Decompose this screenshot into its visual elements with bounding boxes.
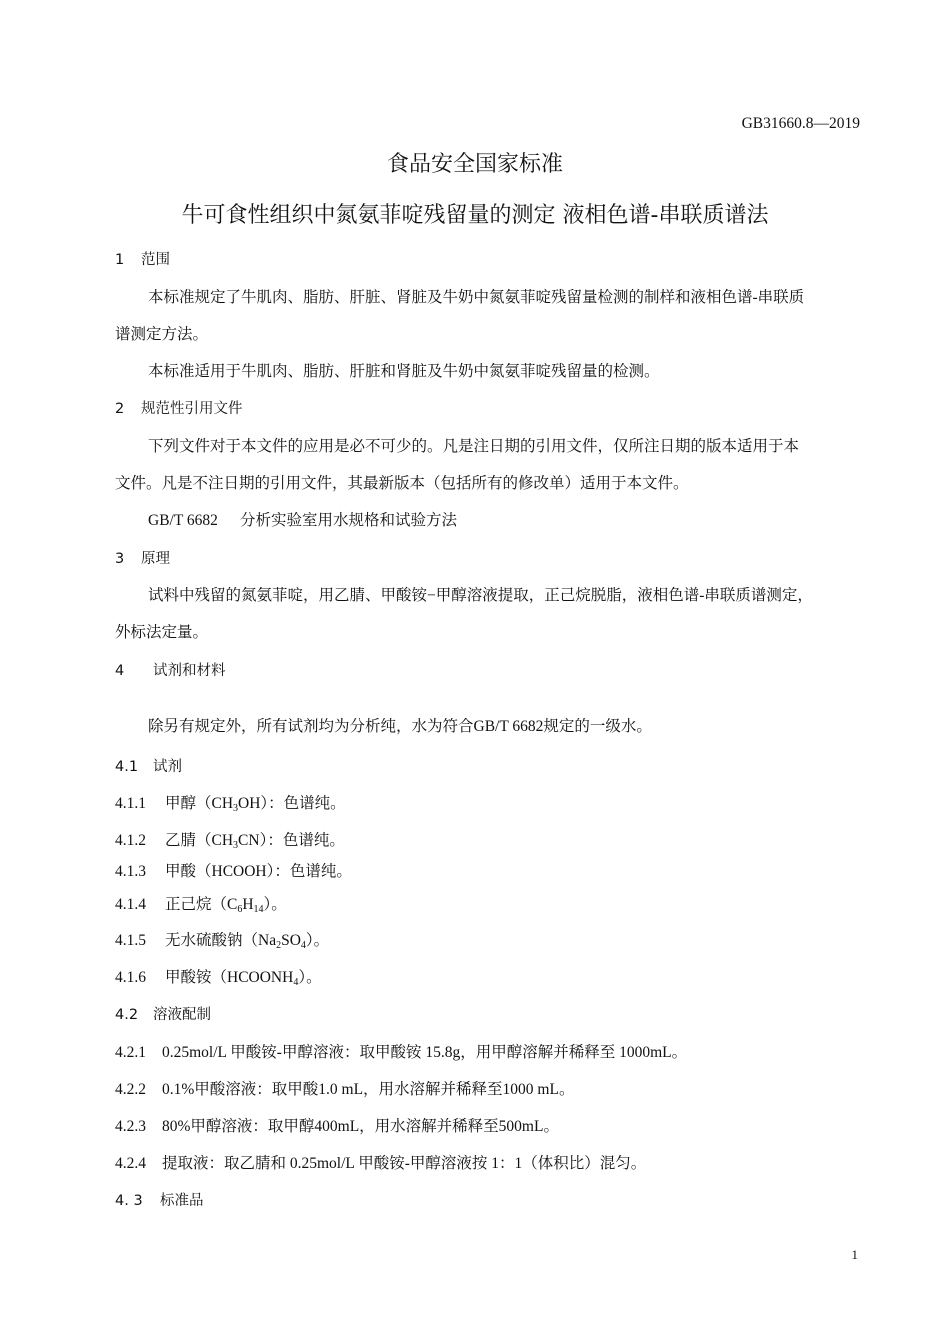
subscript: 2 — [276, 940, 282, 951]
section-number: 4 — [115, 663, 125, 679]
reference-title: 分析实验室用水规格和试验方法 — [240, 512, 458, 529]
section-number: 4.2 — [115, 1007, 139, 1023]
solution-item — [115, 1080, 574, 1100]
section-4-3-heading — [115, 1191, 204, 1211]
section-number: 2 — [115, 401, 125, 417]
subscript: 6 — [237, 904, 243, 915]
solution-item — [115, 1043, 687, 1063]
section-4-heading — [115, 661, 226, 681]
section-3-heading — [115, 549, 170, 569]
item-text: 甲酸铵（HCOONH — [165, 969, 294, 986]
item-number: 4.1.2 — [115, 832, 146, 849]
subscript: 4 — [300, 940, 306, 951]
item-number: 4.2.4 — [115, 1155, 146, 1172]
section-4-1-heading — [115, 757, 182, 777]
section-title: 范围 — [141, 252, 170, 268]
section-1-heading — [115, 250, 170, 270]
item-number: 4.1.3 — [115, 863, 146, 880]
item-number: 4.1.1 — [115, 795, 146, 812]
solution-item — [115, 1117, 559, 1137]
item-text: OH）：色谱纯。 — [238, 795, 346, 812]
reference-code: GB/T 6682 — [148, 512, 218, 529]
normative-reference — [148, 511, 457, 531]
item-text: 80%甲醇溶液：取甲醇400mL，用水溶解并稀释至500mL。 — [162, 1118, 559, 1135]
paragraph: 文件。凡是不注日期的引用文件，其最新版本（包括所有的修改单）适用于本文件。 — [115, 475, 689, 492]
section-title: 溶液配制 — [153, 1007, 211, 1023]
item-text: SO — [281, 932, 301, 949]
section-title: 试剂 — [153, 759, 182, 775]
reagent-item — [115, 831, 345, 851]
solution-item — [115, 1154, 646, 1174]
section-title: 规范性引用文件 — [141, 401, 243, 417]
standard-title: 食品安全国家标准 — [386, 152, 563, 177]
item-number: 4.1.4 — [115, 896, 146, 913]
item-text: ）。 — [305, 932, 330, 949]
section-number: 4. 3 — [115, 1193, 143, 1209]
section-title: 标准品 — [160, 1193, 204, 1209]
section-number: 1 — [115, 252, 125, 268]
subscript: 3 — [233, 840, 239, 851]
reagent-item — [115, 968, 322, 988]
subscript: 3 — [233, 803, 239, 814]
page-number: 1 — [851, 1247, 858, 1262]
item-text: ）。 — [298, 969, 322, 986]
section-2-heading — [115, 399, 243, 419]
section-number: 4.1 — [115, 759, 139, 775]
section-number: 3 — [115, 551, 125, 567]
paragraph: 本标准规定了牛肌肉、脂肪、肝脏、肾脏及牛奶中氮氨菲啶残留量检测的制样和液相色谱-串联质 — [148, 289, 805, 306]
reagent-item — [115, 895, 287, 915]
item-text: H — [242, 896, 254, 913]
section-4-2-heading — [115, 1005, 211, 1025]
item-number: 4.1.5 — [115, 932, 146, 949]
reagent-item — [115, 931, 329, 951]
item-number: 4.2.2 — [115, 1081, 146, 1098]
item-number: 4.2.1 — [115, 1044, 146, 1061]
paragraph: 谱测定方法。 — [115, 326, 209, 343]
reagent-item — [115, 862, 352, 882]
reagent-item — [115, 794, 346, 814]
section-title: 原理 — [141, 551, 170, 567]
item-text: 正己烷（C — [165, 896, 238, 913]
section-title: 试剂和材料 — [153, 663, 226, 679]
item-text: 提取液：取乙腈和 0.25mol/L 甲酸铵-甲醇溶液按 1：1（体积比）混匀。 — [162, 1155, 647, 1172]
item-text: 无水硫酸钠（Na — [165, 932, 277, 949]
subscript: 14 — [253, 904, 264, 915]
item-text: 甲醇（CH — [165, 795, 234, 812]
paragraph: 本标准适用于牛肌肉、脂肪、肝脏和肾脏及牛奶中氮氨菲啶残留量的检测。 — [148, 363, 660, 380]
item-text: 乙腈（CH — [165, 832, 234, 849]
document-number: GB31660.8—2019 — [741, 115, 860, 132]
paragraph: 下列文件对于本文件的应用是必不可少的。凡是注日期的引用文件，仅所注日期的版本适用于本 — [148, 438, 800, 455]
item-text: ）。 — [263, 896, 287, 913]
item-number: 4.1.6 — [115, 969, 146, 986]
item-text: 0.1%甲酸溶液：取甲酸1.0 mL，用水溶解并稀释至1000 mL。 — [162, 1081, 575, 1098]
item-text: 0.25mol/L 甲酸铵-甲醇溶液：取甲酸铵 15.8g，用甲醇溶解并稀释至 1000mL。 — [162, 1044, 688, 1061]
paragraph: 试料中残留的氮氨菲啶，用乙腈、甲酸铵−甲醇溶液提取，正己烷脱脂，液相色谱-串联质谱测定， — [148, 587, 813, 604]
item-text: 甲酸（HCOOH）：色谱纯。 — [165, 863, 352, 880]
document-title: 牛可食性组织中氮氨菲啶残留量的测定 液相色谱-串联质谱法 — [181, 203, 769, 228]
paragraph: 外标法定量。 — [115, 624, 209, 641]
item-text: CN）：色谱纯。 — [238, 832, 345, 849]
paragraph: 除另有规定外，所有试剂均为分析纯，水为符合GB/T 6682规定的一级水。 — [148, 718, 652, 735]
item-number: 4.2.3 — [115, 1118, 146, 1135]
subscript: 4 — [293, 977, 299, 988]
